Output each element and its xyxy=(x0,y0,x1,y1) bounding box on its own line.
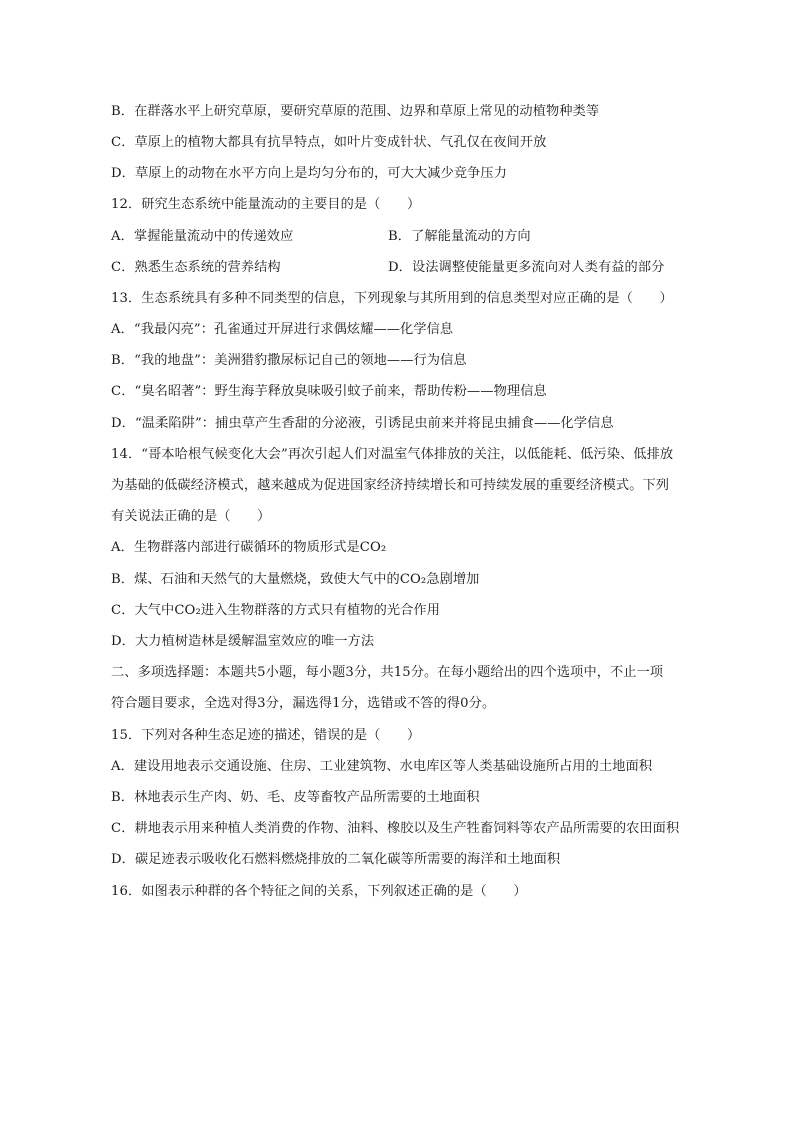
question-14-option-d: D．大力植树造林是缓解温室效应的唯一方法 xyxy=(111,634,375,649)
question-12-option-d: D．设法调整使能量更多流向对人类有益的部分 xyxy=(388,260,665,275)
question-12-option-a: A．掌握能量流动中的传递效应 xyxy=(111,229,294,244)
question-12-stem: 12．研究生态系统中能量流动的主要目的是（ ） xyxy=(111,197,421,212)
question-14-stem-line-3: 有关说法正确的是（ ） xyxy=(111,509,271,524)
question-12-option-b: B．了解能量流动的方向 xyxy=(388,229,531,244)
question-15-option-b: B．林地表示生产肉、奶、毛、皮等畜牧产品所需要的土地面积 xyxy=(111,790,480,805)
question-12-option-c: C．熟悉生态系统的营养结构 xyxy=(111,260,281,275)
question-11-option-d: D．草原上的动物在水平方向上是均匀分布的，可大大减少竞争压力 xyxy=(111,166,508,181)
question-13-option-c: C．“臭名昭著”：野生海芋释放臭味吸引蚊子前来，帮助传粉——物理信息 xyxy=(111,384,547,399)
section-2-heading-line-2: 符合题目要求，全选对得3分，漏选得1分，选错或不答的得0分。 xyxy=(111,696,496,711)
question-12-options-ab xyxy=(111,227,711,247)
question-13-stem: 13．生态系统具有多种不同类型的信息，下列现象与其所用到的信息类型对应正确的是（ ） xyxy=(111,291,673,306)
question-13-option-d: D．“温柔陷阱”：捕虫草产生香甜的分泌液，引诱昆虫前来并将昆虫捕食——化学信息 xyxy=(111,416,614,431)
question-11-option-c: C．草原上的植物大都具有抗旱特点，如叶片变成针状、气孔仅在夜间开放 xyxy=(111,135,547,150)
question-14-option-b: B．煤、石油和天然气的大量燃烧，致使大气中的CO₂急剧增加 xyxy=(111,572,480,587)
question-14-option-a: A．生物群落内部进行碳循环的物质形式是CO₂ xyxy=(111,540,387,555)
question-15-option-d: D．碳足迹表示吸收化石燃料燃烧排放的二氧化碳等所需要的海洋和土地面积 xyxy=(111,852,561,867)
question-12-options-cd xyxy=(111,258,711,278)
question-11-option-b: B．在群落水平上研究草原，要研究草原的范围、边界和草原上常见的动植物种类等 xyxy=(111,104,600,119)
question-15-option-a: A．建设用地表示交通设施、住房、工业建筑物、水电库区等人类基础设施所占用的土地面积 xyxy=(111,759,653,774)
question-14-option-c: C．大气中CO₂进入生物群落的方式只有植物的光合作用 xyxy=(111,603,441,618)
question-13-option-a: A．“我最闪亮”：孔雀通过开屏进行求偶炫耀——化学信息 xyxy=(111,322,454,337)
question-15-option-c: C．耕地表示用来种植人类消费的作物、油料、橡胶以及生产牲畜饲料等农产品所需要的农田面积 xyxy=(111,821,680,836)
question-13-option-b: B．“我的地盘”：美洲猎豹撒尿标记自己的领地——行为信息 xyxy=(111,353,467,368)
question-16-stem: 16．如图表示种群的各个特征之间的关系，下列叙述正确的是（ ） xyxy=(111,884,527,899)
question-14-stem-line-1: 14．“哥本哈根气候变化大会”再次引起人们对温室气体排放的关注，以低能耗、低污染、低排放 xyxy=(111,447,674,462)
section-2-heading-line-1: 二、多项选择题：本题共5小题，每小题3分，共15分。在每小题给出的四个选项中，不止一项 xyxy=(111,665,664,680)
question-15-stem: 15．下列对各种生态足迹的描述，错误的是（ ） xyxy=(111,728,421,743)
question-14-stem-line-2: 为基础的低碳经济模式，越来越成为促进国家经济持续增长和可持续发展的重要经济模式。下列 xyxy=(111,478,670,493)
